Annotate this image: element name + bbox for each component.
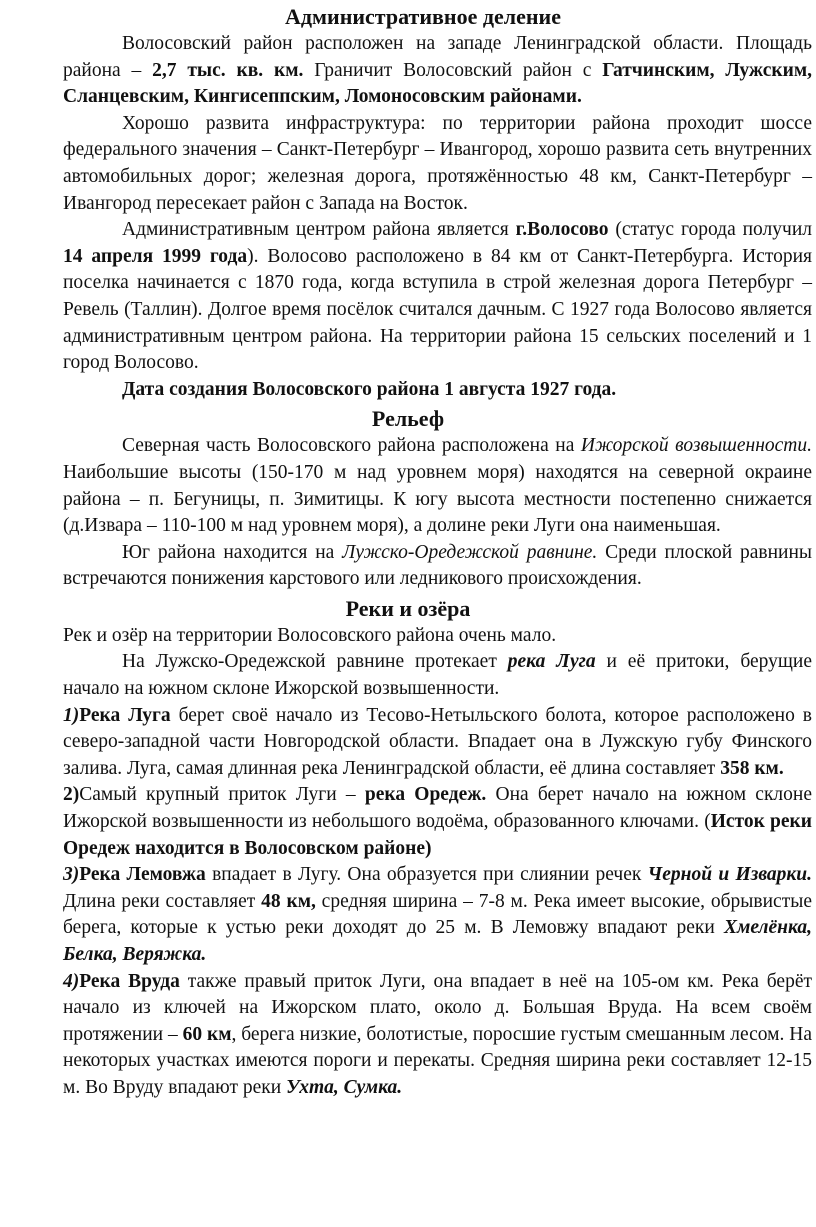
text: Она берет начало на южном склоне Ижорской возвышенности из небольшого водоёма, образованного ключами. ( (63, 784, 812, 833)
text: Самый крупный приток Луги – (79, 784, 365, 806)
neighbor-districts: Гатчинским, Лужским, Сланцевским, Кингисеппским, Ломоносовским районами. (63, 59, 812, 108)
section-heading-rivers: Реки и озёра (345, 595, 471, 621)
river-name: река Оредеж. (364, 784, 487, 806)
text: Административным центром района является (122, 219, 516, 241)
item-number: 4) (63, 970, 80, 992)
text: Юг района находится на (122, 541, 343, 563)
text: Длина реки составляет (63, 890, 262, 912)
text: Волосовский район расположен на западе Ленинградской области. Площадь района – (63, 33, 812, 81)
paragraph-founding-date (0, 377, 816, 404)
paragraph-infrastructure: Хорошо развита инфраструктура: по территории района проходит шоссе федерального значения – Санкт-Петербург – Ивангород, хорошо развита сеть внутренних автомобильных дорог; железная дорога, протяжённостью 48 км, Санкт-Петербург – Ивангород пересекает район с Запада на Восток. (63, 112, 812, 214)
list-item-luga (0, 703, 816, 783)
text: (статус города получил (608, 219, 813, 241)
river-length: 48 км, (261, 890, 316, 912)
paragraph-admin-center (0, 217, 816, 377)
text: впадает в Лугу. Она образуется при слиянии речек (205, 864, 648, 886)
plain-name: Лужско-Оредежской равнине. (342, 541, 598, 563)
river-name: Река Лемовжа (79, 864, 206, 886)
paragraph-luga-plain (0, 649, 816, 702)
admin-center-name: г.Волосово (515, 219, 609, 241)
list-item-lemovzha (0, 862, 816, 968)
paragraph-relief-north (0, 433, 816, 539)
list-item-oredezh (0, 782, 816, 862)
upland-name: Ижорской возвышенности. (580, 435, 812, 457)
tributaries: Хмелёнка, Белка, Веряжка. (63, 917, 812, 965)
paragraph-rivers-intro: Рек и озёр на территории Волосовского района очень мало. (63, 624, 557, 646)
text: Граничит Волосовский район с (303, 59, 603, 81)
text: также правый приток Луги, она впадает в неё на 105-ом км. Река берёт начало из ключей на Ижорском плато, около д. Большая Вруда. На всем своём протяжении – (63, 970, 812, 1045)
text: Наибольшие высоты (150-170 м над уровнем моря) находятся на северной окраине района – п. Бегуницы, п. Зимитицы. К югу высота местности постепенно снижается (д.Извара – 110-100 м над уровнем моря), а долине реки Луги она наименьшая. (63, 461, 812, 537)
text: , берега низкие, болотистые, поросшие густым смешанным лесом. На некоторых участках имеются пороги и перекаты. Средняя ширина реки составляет 12-15 м. Во Вруду впадают реки (63, 1023, 812, 1098)
list-item-vruda (0, 969, 816, 1102)
text: На Лужско-Оредежской равнине протекает (122, 651, 508, 673)
source-streams: Черной и Изварки. (647, 864, 812, 886)
section-heading-relief: Рельеф (371, 406, 445, 432)
founding-date-text: Дата создания Волосовского района 1 августа 1927 года. (122, 378, 617, 400)
text: средняя ширина – 7-8 м. Река имеет высокие, обрывистые берега, которые к устью реки доходят до 25 м. В Лемовжу впадают реки (63, 890, 812, 939)
tributaries: Ухта, Сумка. (286, 1076, 403, 1098)
text: и её притоки, берущие начало на южном склоне Ижорской возвышенности. (63, 651, 813, 700)
text: ). Волосово расположено в 84 км от Санкт-Петербурга. История поселка начинается с 1870 года, когда вступила в строй железная дорога Петербург – Ревель (Таллин). Долгое время посёлок считался дачным. С 1927 года Волосово является административным центром района. На территории района 15 сельских поселений и 1 город Волосово. (63, 245, 813, 374)
paragraph-location (0, 31, 816, 111)
paragraph-relief-south (0, 540, 816, 593)
river-name: Река Вруда (79, 970, 180, 992)
area-value: 2,7 тыс. кв. км. (152, 59, 304, 81)
city-status-date: 14 апреля 1999 года (63, 245, 248, 267)
section-heading-administrative: Административное деление (285, 4, 561, 29)
item-number: 2) (63, 784, 80, 806)
item-number: 3) (63, 864, 80, 886)
text: берет своё начало из Тесово-Нетыльского болота, которое расположено в северо-западной части Новгородской области. Впадает она в Лужскую губу Финского залива. Луга, самая длинная река Ленинградской области, её длина составляет (63, 704, 813, 779)
river-luga-name: река Луга (507, 651, 596, 673)
river-length: 358 км. (720, 757, 784, 779)
river-length: 60 км (182, 1023, 232, 1045)
text: Северная часть Волосовского района расположена на (122, 435, 581, 457)
item-number: 1) (63, 704, 80, 726)
river-source-note: Исток реки Оредеж находится в Волосовском районе) (63, 811, 812, 859)
river-name: Река Луга (79, 704, 171, 726)
text: Среди плоской равнины встречаются понижения карстового или ледникового происхождения. (63, 541, 813, 590)
